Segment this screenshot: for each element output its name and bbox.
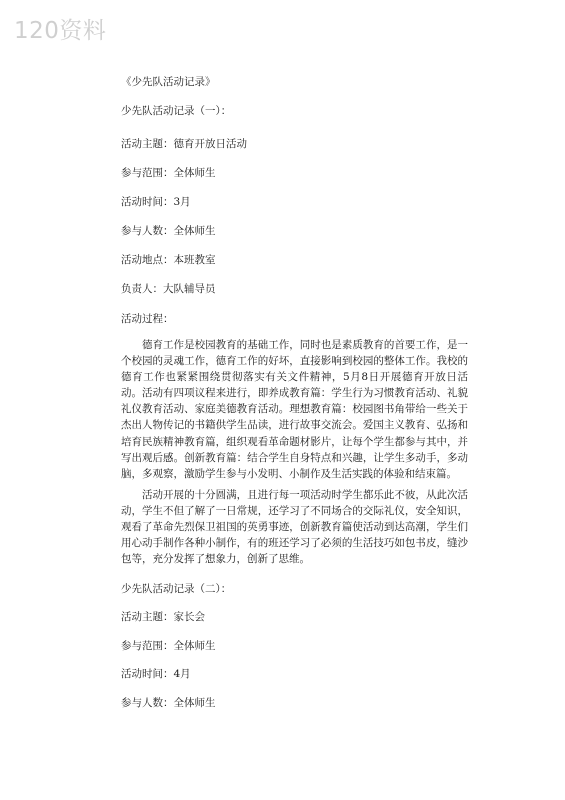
document-title: 《少先队活动记录》 <box>121 76 216 88</box>
record1-location: 活动地点：本班教室 <box>121 254 216 266</box>
record1-process-label: 活动过程： <box>121 313 174 325</box>
record1-heading: 少先队活动记录（一）： <box>121 105 232 117</box>
record1-leader: 负责人：大队辅导员 <box>121 283 216 295</box>
record2-heading: 少先队活动记录（二）： <box>121 583 232 595</box>
record1-theme: 活动主题：德育开放日活动 <box>121 138 247 150</box>
record2-participants: 参与人数：全体师生 <box>121 697 216 709</box>
record2-scope: 参与范围：全体师生 <box>121 640 216 652</box>
record2-theme: 活动主题：家长会 <box>121 611 205 623</box>
record1-participants: 参与人数：全体师生 <box>121 225 216 237</box>
record1-time: 活动时间：3月 <box>121 196 191 208</box>
record1-paragraph-1: 德育工作是校园教育的基础工作，同时也是素质教育的首要工作，是一个校园的灵魂工作，德育工作的好坏，直接影响到校园的整体工作。我校的德育工作也紧紧围绕贯彻落实有关文件精神，5月8日开展德育开放日活动。活动有四项议程来进行，即养成教育篇：学生行为习惯教育活动、礼貌礼仪教育活动、家庭美德教育活动。理想教育篇：校园图书角带给一些关于杰出人物传记的书籍供学生品读，进行故事交流会。爱国主义教育、弘扬和培育民族精神教育篇，组织观看革命题材影片，让每个学生都参与其中，并写出观后感。创新教育篇：结合学生自身特点和兴趣，让学生多动手，多动脑，多观察，激励学生参与小发明、小制作及生活实践的体验和结束篇。 <box>121 339 468 480</box>
watermark-logo: 120资料 <box>14 18 107 44</box>
record2-time: 活动时间：4月 <box>121 668 191 680</box>
record1-paragraph-2: 活动开展的十分圆满，且进行每一项活动时学生都乐此不彼，从此次活动，学生不但了解了一日常规，还学习了不同场合的交际礼仪，安全知识，观看了革命先烈保卫祖国的英勇事迹，创新教育篇使活动到达高潮，学生们用心动手制作各种小制作，有的班还学习了必须的生活技巧如包书皮，缝沙包等，充分发挥了想象力，创新了思维。 <box>121 489 468 566</box>
record1-scope: 参与范围：全体师生 <box>121 167 216 179</box>
